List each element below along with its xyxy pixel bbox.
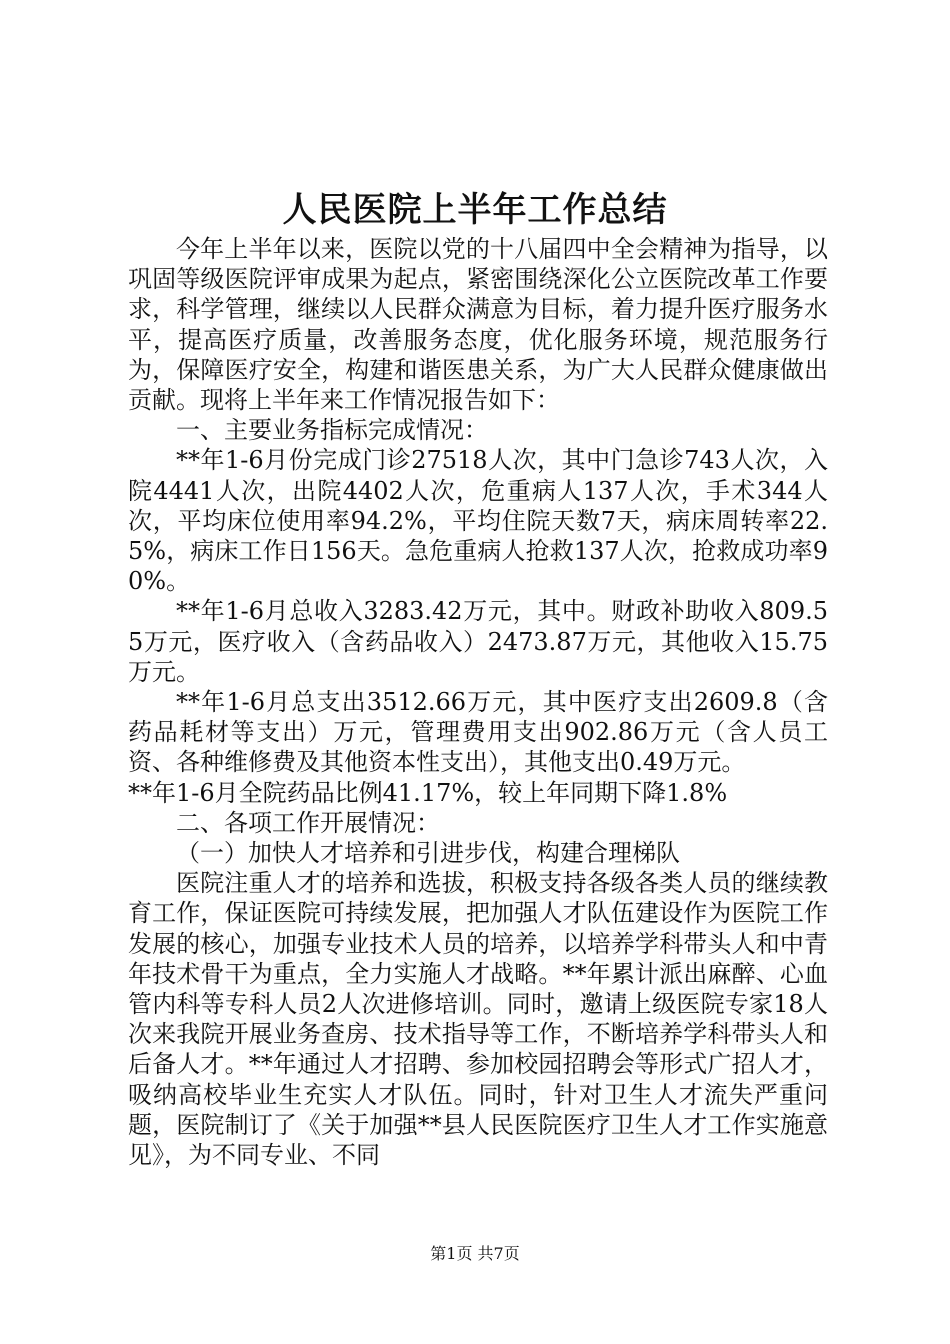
paragraph-indicators: **年1-6月份完成门诊27518人次，其中门急诊743人次，入院4441人次，出院4402人次，危重病人137人次，手术344人次，平均床位使用率94.2%，平均住院天数7天，病床周转率22.5%，病床工作日156天。急危重病人抢救137人次，抢救成功率90%。	[128, 446, 828, 596]
paragraph-drug-ratio: **年1-6月全院药品比例41.17%，较上年同期下降1.8%	[128, 778, 728, 807]
section-heading-2: 二、各项工作开展情况：	[176, 808, 440, 837]
paragraph-talent: 医院注重人才的培养和选拔，积极支持各级各类人员的继续教育工作，保证医院可持续发展，把加强人才队伍建设作为医院工作发展的核心，加强专业技术人员的培养，以培养学科带头人和中青年技术骨干为重点，全力实施人才战略。**年累计派出麻醉、心血管内科等专科人员2人次进修培训。同时，邀请上级医院专家18人次来我院开展业务查房、技术指导等工作，不断培养学科带头人和后备人才。**年通过人才招聘、参加校园招聘会等形式广招人才，吸纳高校毕业生充实人才队伍。同时，针对卫生人才流失严重问题，医院制订了《关于加强**县人民医院医疗卫生人才工作实施意见》，为不同专业、不同	[128, 869, 828, 1170]
paragraph-intro: 今年上半年以来，医院以党的十八届四中全会精神为指导，以巩固等级医院评审成果为起点，紧密围绕深化公立医院改革工作要求，科学管理，继续以人民群众满意为目标，着力提升医疗服务水平，提高医疗质量，改善服务态度，优化服务环境，规范服务行为，保障医疗安全，构建和谐医患关系，为广大人民群众健康做出贡献。现将上半年来工作情况报告如下：	[128, 235, 828, 415]
document-title: 人民医院上半年工作总结	[282, 190, 668, 230]
document-body	[128, 234, 828, 1170]
paragraph-income: **年1-6月总收入3283.42万元，其中。财政补助收入809.55万元，医疗收入（含药品收入）2473.87万元，其他收入15.75万元。	[128, 597, 828, 686]
subsection-heading-1: （一）加快人才培养和引进步伐，构建合理梯队	[176, 839, 680, 868]
section-heading-1: 一、主要业务指标完成情况：	[176, 416, 488, 445]
paragraph-expenditure: **年1-6月总支出3512.66万元，其中医疗支出2609.8（含药品耗材等支出）万元，管理费用支出902.86万元（含人员工资、各种维修费及其他资本性支出），其他支出0.49万元。	[128, 688, 828, 777]
page-footer: 第1页 共7页	[430, 1244, 520, 1263]
